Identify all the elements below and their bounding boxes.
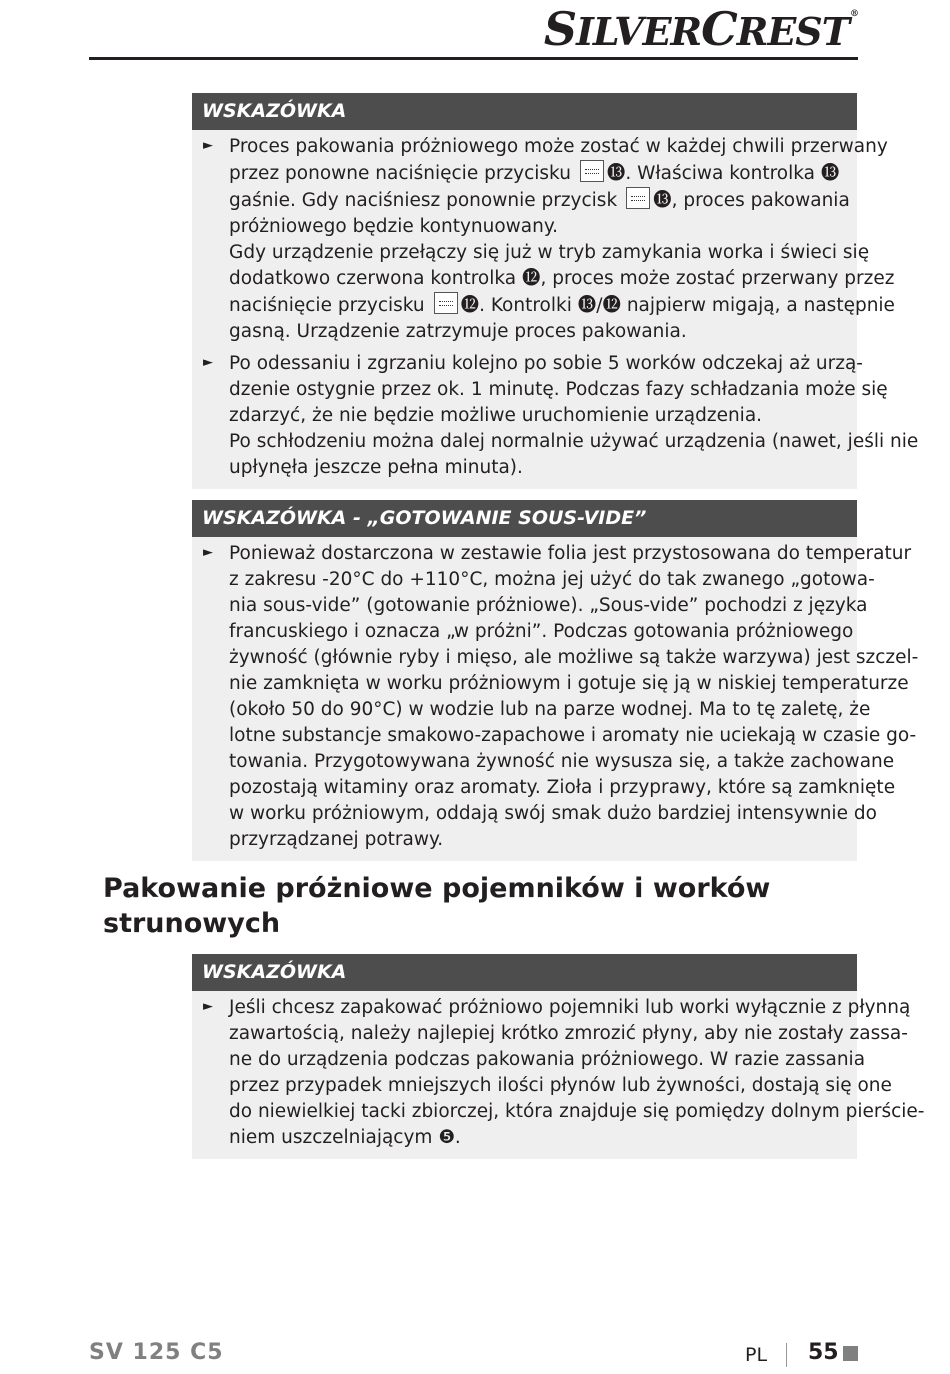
seal-button-icon bbox=[434, 292, 458, 314]
note-bullet bbox=[202, 995, 925, 1151]
note-bullet bbox=[202, 351, 919, 481]
footer-square-marker bbox=[843, 1346, 858, 1361]
header-rule bbox=[89, 57, 858, 60]
arrow-bullet-icon: ► bbox=[203, 355, 213, 370]
note-box-3 bbox=[192, 954, 925, 1159]
bullet-text: Jeśli chcesz zapakować próżniowo pojemniki lub worki wyłącznie z płynną zawartością, należy najlepiej krótko zmrozić płyny, aby nie zostały zassa- ne do urządzenia podczas pakowania próżniowego. W razie zassania przez przypadek mniejszych ilości płynów lub żywności, dostają się one do niewielkiej tacki zbiorczej, która znajduje się pomiędzy dolnym pierście- niem uszczelniającym ❺. bbox=[229, 997, 925, 1148]
arrow-bullet-icon: ► bbox=[203, 545, 213, 560]
arrow-bullet-icon: ► bbox=[203, 999, 213, 1014]
bullet-text: Ponieważ dostarczona w zestawie folia jest przystosowana do temperatur z zakresu -20°C do +110°C, można jej użyć do tak zwanego „gotowa- nia sous-vide” (gotowanie próżniowe). „Sous-vide” pochodzi z języka francuskiego i oznacza „w próżni”. Podczas gotowania próżniowego żywność (głównie ryby i mięso, ale możliwe są także warzywa) jest szczel- nie zamknięta w worku próżniowym i gotuje się ją w niskiej temperaturze (około 50 do 90°C) w wodzie lub na parze wodnej. Ma to tę zaletę, że lotne substancje smakowo-zapachowe i aromaty nie uciekają w czasie go- towania. Przygotowywana żywność nie wysusza się, a także zachowane pozostają witaminy oraz aromaty. Zioła i przyprawy, które są zamknięte w worku próżniowym, oddają swój smak dużo bardziej intensywnie do przyrządzanej potrawy. bbox=[229, 543, 919, 850]
footer-model: SV 125 C5 bbox=[89, 1340, 224, 1365]
vacuum-button-icon bbox=[580, 160, 604, 182]
page-number: 55 bbox=[808, 1340, 839, 1365]
note-bullet bbox=[202, 541, 919, 853]
note-heading: WSKAZÓWKA bbox=[192, 93, 857, 130]
footer-language: PL bbox=[745, 1344, 768, 1366]
note-heading: WSKAZÓWKA - „GOTOWANIE SOUS-VIDE” bbox=[192, 500, 857, 537]
note-box-2 bbox=[192, 500, 919, 861]
brand-logo: SILVERCREST® bbox=[543, 2, 858, 56]
section-title: Pakowanie próżniowe pojemników i worków strunowych bbox=[103, 873, 771, 939]
note-box-1 bbox=[192, 93, 919, 489]
footer-divider bbox=[786, 1343, 787, 1367]
vacuum-button-icon bbox=[626, 187, 650, 209]
arrow-bullet-icon: ► bbox=[203, 138, 213, 153]
note-bullet bbox=[202, 134, 895, 345]
note-heading: WSKAZÓWKA bbox=[192, 954, 857, 991]
bullet-text: Po odessaniu i zgrzaniu kolejno po sobie 5 worków odczekaj aż urzą- dzenie ostygnie przez ok. 1 minutę. Podczas fazy schładzania może się zdarzyć, że nie będzie możliwe uruchomienie urządzenia. Po schłodzeniu można dalej normalnie używać urządzenia (nawet, jeśli nie upłynęła jeszcze pełna minuta). bbox=[229, 353, 919, 478]
bullet-text: Proces pakowania próżniowego może zostać w każdej chwili przerwany przez ponowne naciśnięcie przycisku ⓭. Właściwa kontrolka ⓭ gaśnie. Gdy naciśniesz ponownie przycisk ⓭, proces pakowania próżniowego będzie kontynuowany. Gdy urządzenie przełączy się już w tryb zamykania worka i świeci się dodatkowo czerwona kontrolka ⓬, proces może zostać przerwany przez naciśnięcie przycisku ⓬. Kontrolki ⓭/⓬ najpierw migają, a następnie gasną. Urządzenie zatrzymuje proces pakowania. bbox=[229, 136, 895, 342]
